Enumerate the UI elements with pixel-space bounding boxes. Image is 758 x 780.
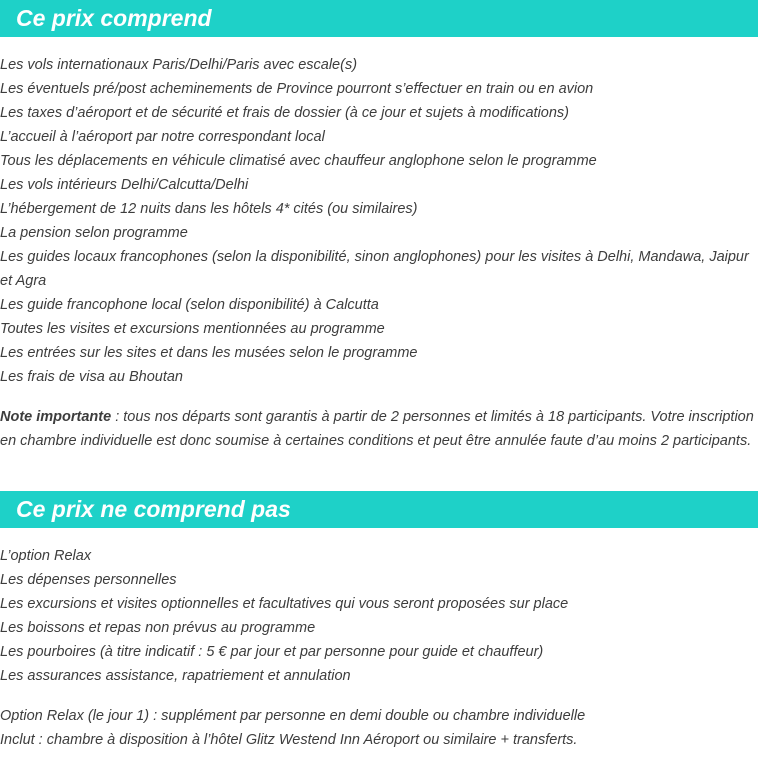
- list-item: Tous les déplacements en véhicule climatisé avec chauffeur anglophone selon le programme: [0, 153, 597, 169]
- list-item: Les frais de visa au Bhoutan: [0, 369, 183, 385]
- list-item: Les pourboires (à titre indicatif : 5 € par jour et par personne pour guide et chauffeur): [0, 644, 544, 660]
- list-item: Les vols intérieurs Delhi/Calcutta/Delhi: [0, 177, 249, 193]
- list-item: Les entrées sur les sites et dans les musées selon le programme: [0, 345, 418, 361]
- list-item: Les éventuels pré/post acheminements de Province pourront s’effectuer en train ou en avion: [0, 81, 594, 97]
- important-note: [0, 405, 758, 453]
- list-item: Les boissons et repas non prévus au programme: [0, 620, 316, 636]
- list-item: Les guide francophone local (selon disponibilité) à Calcutta: [0, 297, 379, 313]
- price-excludes-list: [0, 544, 758, 688]
- list-item: Toutes les visites et excursions mentionnées au programme: [0, 321, 385, 337]
- list-item: Les vols internationaux Paris/Delhi/Paris avec escale(s): [0, 57, 358, 73]
- important-note-label: Note importante: [0, 409, 112, 425]
- list-item: Les assurances assistance, rapatriement et annulation: [0, 668, 351, 684]
- list-item: L’accueil à l’aéroport par notre correspondant local: [0, 129, 325, 145]
- list-item: Les taxes d’aéroport et de sécurité et frais de dossier (à ce jour et sujets à modifications): [0, 105, 570, 121]
- relax-option-line: Inclut : chambre à disposition à l’hôtel Glitz Westend Inn Aéroport ou similaire + transferts.: [0, 732, 578, 748]
- price-excludes-heading: Ce prix ne comprend pas: [0, 491, 758, 528]
- list-item: Les guides locaux francophones (selon la disponibilité, sinon anglophones) pour les visites à Delhi, Mandawa, Jaipur et Agra: [0, 249, 749, 289]
- price-includes-list: [0, 53, 758, 389]
- price-includes-heading: Ce prix comprend: [0, 0, 758, 37]
- relax-option-line: Option Relax (le jour 1) : supplément par personne en demi double ou chambre individuelle: [0, 708, 586, 724]
- list-item: L’option Relax: [0, 548, 92, 564]
- list-item: Les excursions et visites optionnelles et facultatives qui vous seront proposées sur place: [0, 596, 569, 612]
- price-excludes-section: [0, 491, 758, 752]
- list-item: La pension selon programme: [0, 225, 188, 241]
- relax-option-info: [0, 704, 758, 752]
- important-note-text: : tous nos départs sont garantis à partir de 2 personnes et limités à 18 participants. Votre inscription en chambre individuelle est donc soumise à certaines conditions et peut être annulée faute d’au moins 2 participants.: [0, 409, 754, 449]
- list-item: Les dépenses personnelles: [0, 572, 177, 588]
- list-item: L’hébergement de 12 nuits dans les hôtels 4* cités (ou similaires): [0, 201, 418, 217]
